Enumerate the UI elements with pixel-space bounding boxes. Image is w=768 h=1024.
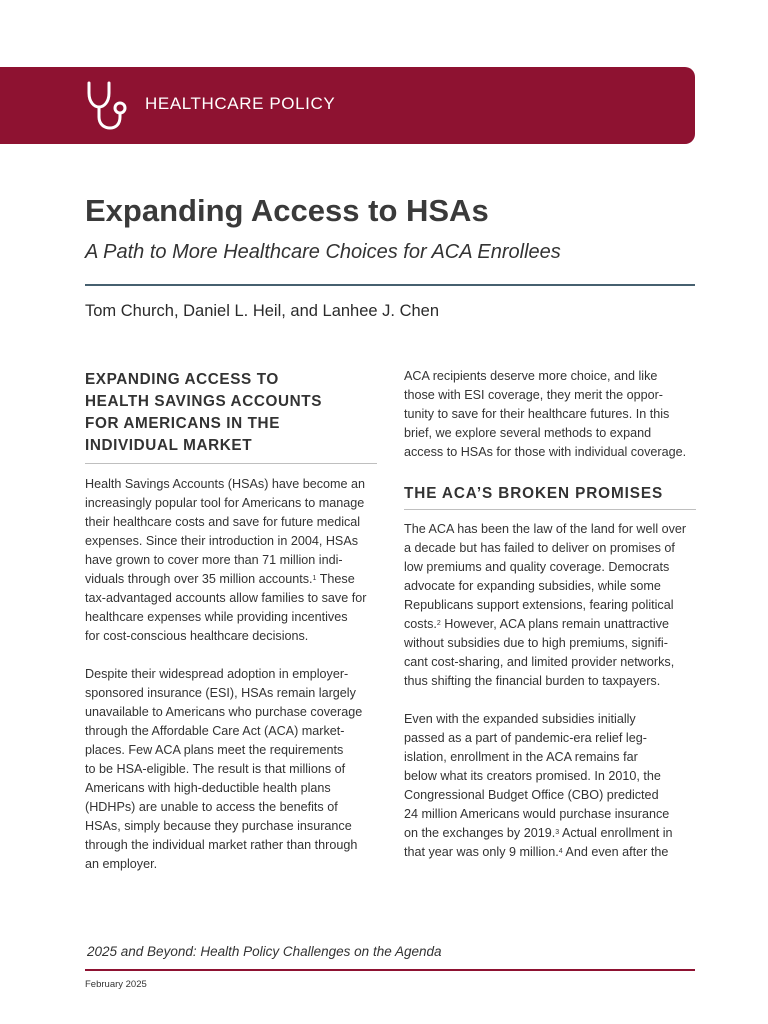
document-title: Expanding Access to HSAs — [85, 193, 489, 228]
heading-line: INDIVIDUAL MARKET — [85, 437, 253, 454]
footer-divider — [85, 969, 695, 971]
footnote-reference: 4 — [558, 847, 563, 855]
body-paragraph — [404, 710, 696, 862]
text-line: unavailable to Americans who purchase coverage — [85, 705, 363, 719]
text-line: However, ACA plans remain unattractive — [440, 617, 670, 631]
banner-label: HEALTHCARE POLICY — [145, 94, 336, 113]
footnote-reference: 2 — [436, 619, 441, 627]
right-column — [404, 367, 696, 862]
body-paragraph — [85, 475, 377, 646]
body-paragraph — [85, 665, 377, 874]
text-line: healthcare expenses while providing incentives — [85, 610, 348, 624]
text-line: These — [316, 572, 355, 586]
text-line: brief, we explore several methods to expand — [404, 426, 652, 440]
heading-line: FOR AMERICANS IN THE — [85, 415, 280, 432]
text-line: sponsored insurance (ESI), HSAs remain largely — [85, 686, 356, 700]
publication-date: February 2025 — [85, 979, 147, 990]
text-line: that year was only 9 million. — [404, 845, 559, 859]
heading-divider — [404, 509, 696, 510]
section-heading-expanding-access — [85, 367, 377, 457]
author-list: Tom Church, Daniel L. Heil, and Lanhee J. Chen — [85, 302, 440, 320]
heading-line: HEALTH SAVINGS ACCOUNTS — [85, 393, 323, 410]
title-divider — [85, 284, 695, 286]
text-line: to be HSA-eligible. The result is that millions of — [85, 762, 346, 776]
text-line: And even after the — [562, 845, 669, 859]
text-line: The ACA has been the law of the land for well over — [404, 522, 687, 536]
body-paragraph — [404, 367, 696, 462]
text-line: cant cost-sharing, and limited provider networks, — [404, 655, 675, 669]
text-line: Health Savings Accounts (HSAs) have become an — [85, 477, 366, 491]
text-line: thus shifting the financial burden to taxpayers. — [404, 674, 661, 688]
text-line: on the exchanges by 2019. — [404, 826, 556, 840]
text-line: a decade but has failed to deliver on promises of — [404, 541, 675, 555]
document-subtitle: A Path to More Healthcare Choices for ACA Enrollees — [85, 241, 561, 263]
text-line: (HDHPs) are unable to access the benefits of — [85, 800, 338, 814]
text-line: viduals through over 35 million accounts. — [85, 572, 313, 586]
text-line: without subsidies due to high premiums, signifi- — [404, 636, 668, 650]
text-line: for cost-conscious healthcare decisions. — [85, 629, 309, 643]
text-line: through the individual market rather than through — [85, 838, 358, 852]
text-line: Despite their widespread adoption in employer- — [85, 667, 349, 681]
text-line: islation, enrollment in the ACA remains far — [404, 750, 638, 764]
text-line: tunity to save for their healthcare futures. In this — [404, 407, 670, 421]
text-line: ACA recipients deserve more choice, and like — [404, 369, 658, 383]
section-heading-broken-promises: THE ACA’S BROKEN PROMISES — [404, 485, 664, 502]
text-line: HSAs, simply because they purchase insurance — [85, 819, 352, 833]
text-line: those with ESI coverage, they merit the oppor- — [404, 388, 664, 402]
heading-line: EXPANDING ACCESS TO — [85, 371, 279, 388]
text-line: costs. — [404, 617, 437, 631]
text-line: access to HSAs for those with individual coverage. — [404, 445, 687, 459]
text-line: Congressional Budget Office (CBO) predicted — [404, 788, 659, 802]
text-line: below what its creators promised. In 2010, the — [404, 769, 661, 783]
text-line: expenses. Since their introduction in 2004, HSAs — [85, 534, 359, 548]
text-line: places. Few ACA plans meet the requirements — [85, 743, 344, 757]
text-line: low premiums and quality coverage. Democrats — [404, 560, 670, 574]
text-line: Americans with high-deductible health plans — [85, 781, 331, 795]
footnote-reference: 1 — [312, 574, 317, 582]
text-line: their healthcare costs and save for future medical — [85, 515, 361, 529]
heading-divider — [85, 463, 377, 464]
text-line: have grown to cover more than 71 million indi- — [85, 553, 343, 567]
body-paragraph — [404, 520, 696, 691]
stethoscope-icon — [84, 77, 128, 133]
text-line: tax-advantaged accounts allow families to save for — [85, 591, 367, 605]
section-banner — [0, 67, 695, 144]
text-line: Actual enrollment in — [559, 826, 673, 840]
text-line: increasingly popular tool for Americans to manage — [85, 496, 365, 510]
text-line: 24 million Americans would purchase insurance — [404, 807, 670, 821]
series-title: 2025 and Beyond: Health Policy Challenges on the Agenda — [87, 944, 442, 959]
text-line: passed as a part of pandemic-era relief leg- — [404, 731, 647, 745]
text-line: Even with the expanded subsidies initially — [404, 712, 636, 726]
text-line: Republicans support extensions, fearing political — [404, 598, 674, 612]
footnote-reference: 3 — [555, 828, 560, 836]
text-line: an employer. — [85, 857, 158, 871]
left-column — [85, 367, 377, 874]
text-line: advocate for expanding subsidies, while some — [404, 579, 661, 593]
text-line: through the Affordable Care Act (ACA) market- — [85, 724, 345, 738]
